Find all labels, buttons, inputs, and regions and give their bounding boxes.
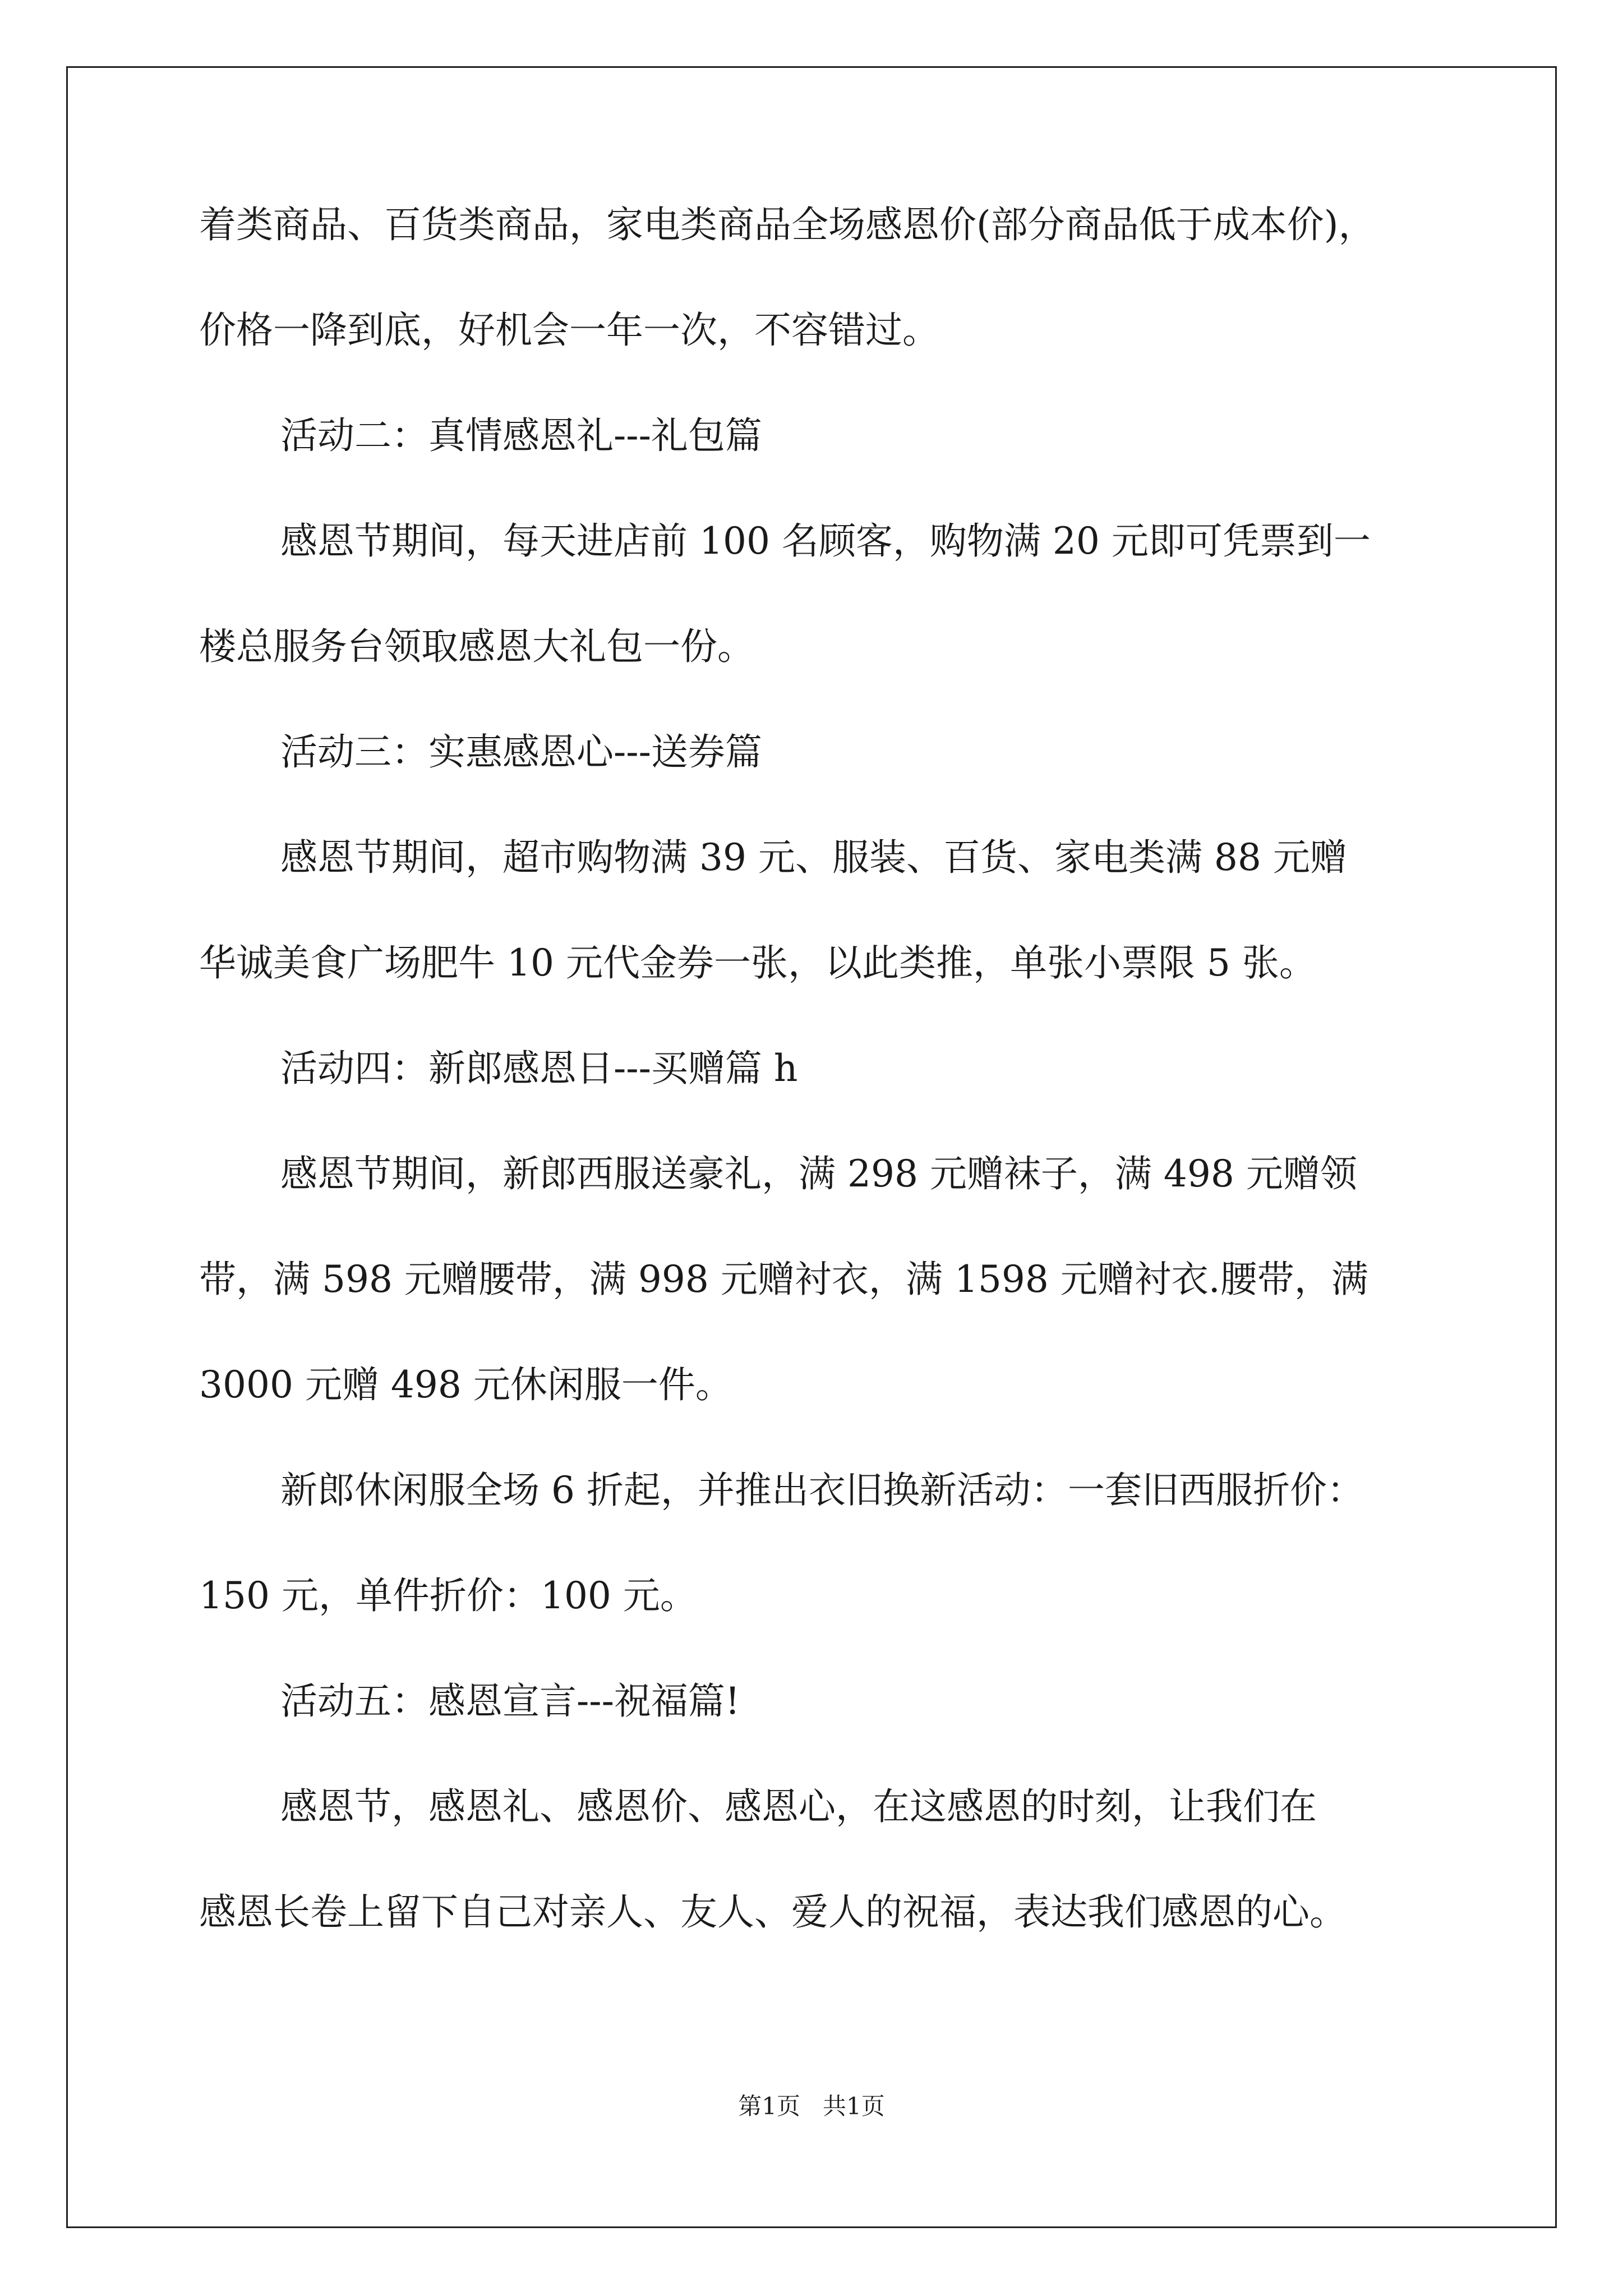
text-line: 150 元，单件折价：100 元。 <box>199 1574 697 1617</box>
text-line: 3000 元赠 498 元休闲服一件。 <box>199 1363 732 1406</box>
text-line: 新郎休闲服全场 6 折起，并推出衣旧换新活动：一套旧西服折价： <box>280 1469 1364 1512</box>
text-line: 着类商品、百货类商品，家电类商品全场感恩价(部分商品低于成本价)， <box>199 203 1376 246</box>
section-heading: 活动四：新郎感恩日---买赠篇 h <box>280 1047 798 1090</box>
text-line: 华诚美食广场肥牛 10 元代金券一张，以此类推，单张小票限 5 张。 <box>199 941 1316 984</box>
text-line: 感恩节期间，超市购物满 39 元、服装、百货、家电类满 88 元赠 <box>280 836 1347 879</box>
text-line: 价格一降到底，好机会一年一次，不容错过。 <box>199 309 939 352</box>
text-line: 感恩节，感恩礼、感恩价、感恩心，在这感恩的时刻，让我们在 <box>280 1785 1317 1828</box>
section-heading: 活动五：感恩宣言---祝福篇! <box>280 1680 740 1723</box>
section-heading: 活动三：实惠感恩心---送券篇 <box>280 730 762 774</box>
text-line: 感恩长卷上留下自己对亲人、友人、爱人的祝福，表达我们感恩的心。 <box>199 1890 1347 1934</box>
section-heading: 活动二：真情感恩礼---礼包篇 <box>280 414 762 457</box>
text-line: 楼总服务台领取感恩大礼包一份。 <box>199 625 754 668</box>
text-line: 感恩节期间，每天进店前 100 名顾客，购物满 20 元即可凭票到一 <box>280 519 1371 563</box>
text-line: 感恩节期间，新郎西服送豪礼，满 298 元赠袜子，满 498 元赠领 <box>280 1152 1357 1195</box>
text-line: 带，满 598 元赠腰带，满 998 元赠衬衣，满 1598 元赠衬衣.腰带，满 <box>199 1258 1368 1301</box>
page-number-footer: 第1页 共1页 <box>738 2092 885 2120</box>
